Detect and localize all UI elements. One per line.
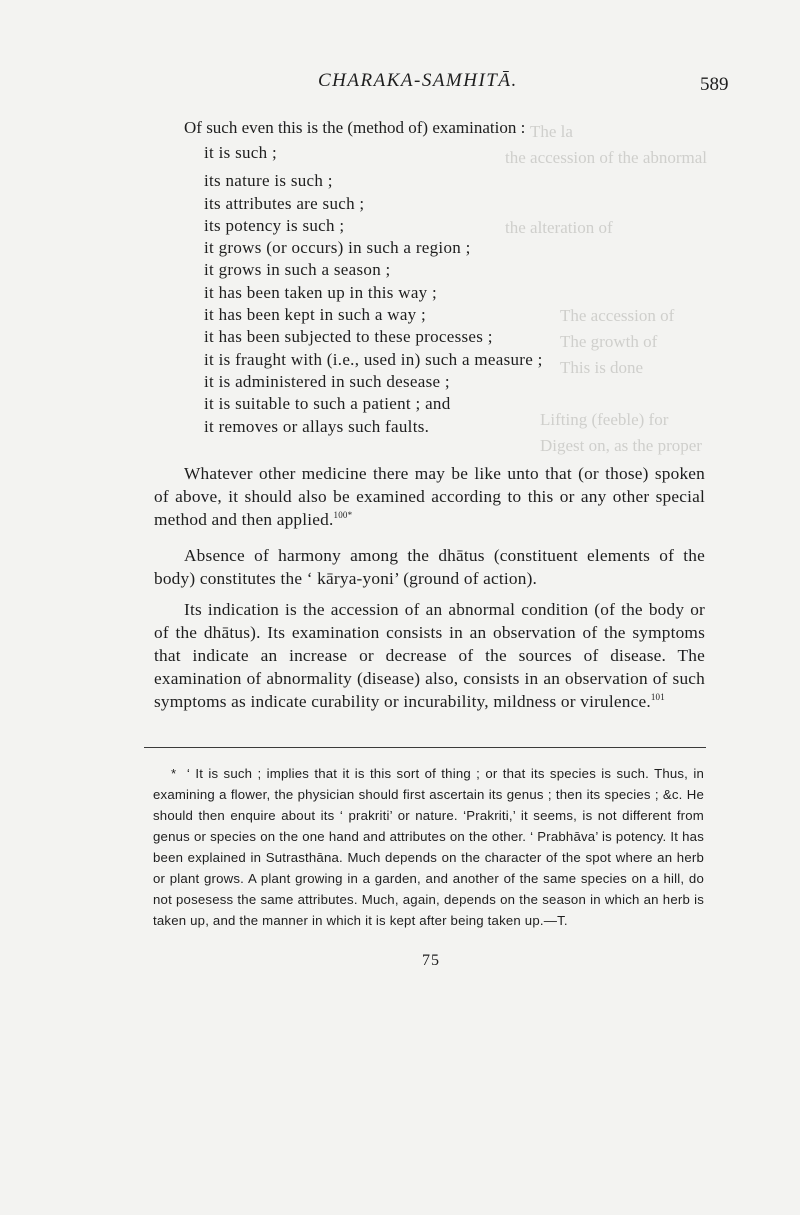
footnote-marker: * [171, 766, 177, 781]
show-through-6: This is done [560, 358, 644, 377]
paragraph-indication [154, 598, 705, 713]
paragraph-medicine-examination [154, 462, 705, 531]
show-through-7: Lifting (feeble) for [540, 410, 669, 429]
list-item: it removes or allays such faults. [204, 416, 430, 436]
examination-list [204, 142, 543, 438]
intro-line: Of such even this is the (method of) examination : [184, 118, 526, 137]
list-item: it is fraught with (i.e., used in) such a measure ; [204, 349, 543, 369]
list-item: it is suitable to such a patient ; and [204, 394, 451, 414]
reference-marker: 100* [333, 510, 353, 520]
list-item: it has been subjected to these processes ; [204, 327, 493, 347]
list-item: it grows in such a season ; [204, 260, 391, 280]
paragraph-karya-yoni [154, 544, 705, 590]
paragraph-text: Its indication is the accession of an abnormal condition (of the body or of the dhātus). Its examination consists in an observation of the symptoms that indicate an increase or decrease of the sources of disease. The examination of abnormality (disease) also, consists in an observation of such symptoms as indicate curability or incurability, mildness or virulence. [154, 600, 705, 711]
list-item: its potency is such ; [204, 215, 345, 235]
footnote-divider [144, 747, 706, 748]
list-item: it is administered in such desease ; [204, 371, 450, 391]
list-item: its attributes are such ; [204, 193, 365, 213]
list-item: its nature is such ; [204, 171, 333, 191]
show-through-4: The accession of [560, 306, 675, 325]
running-title: CHARAKA-SAMHITĀ. [318, 70, 518, 91]
page-number: 589 [700, 74, 729, 95]
show-through-8: Digest on, as the proper [540, 436, 702, 455]
show-through-1: The la [530, 122, 573, 141]
list-item: it has been kept in such a way ; [204, 305, 427, 325]
signature-mark: 75 [422, 952, 440, 969]
show-through-2: the accession of the abnormal [505, 148, 708, 167]
show-through-3: the alteration of [505, 218, 613, 237]
list-item: it grows (or occurs) in such a region ; [204, 238, 471, 258]
list-item: it has been taken up in this way ; [204, 282, 438, 302]
list-item: it is such ; [204, 143, 278, 162]
show-through-5: The growth of [560, 332, 658, 351]
reference-marker: 101 [650, 692, 665, 702]
paragraph-text: Whatever other medicine there may be like unto that (or those) spoken of above, it should also be examined according to this or any other special method and then applied. [154, 464, 705, 529]
footnote [153, 763, 704, 931]
paragraph-text: Absence of harmony among the dhātus (constituent elements of the body) constitutes the ‘ kārya-yoni’ (ground of action). [154, 546, 705, 588]
footnote-text: ‘ It is such ; implies that it is this sort of thing ; or that its species is such. Thus, in examining a flower, the physician should first ascertain its genus ; then its species ; &c. He should then enquire about its ‘ prakriti’ or nature. ‘Prakriti,’ it seems, is not different from genus or species on the one hand and attributes on the other. ‘ Prabhāva’ is potency. It has been explained in Sutrasthāna. Much depends on the character of the spot where an herb or plant grows. A plant growing in a garden, and another of the same species on a hill, do not posesess the same attributes. Much, again, depends on the season in which an herb is taken up, and the manner in which it is kept after being taken up.—T. [153, 766, 704, 928]
